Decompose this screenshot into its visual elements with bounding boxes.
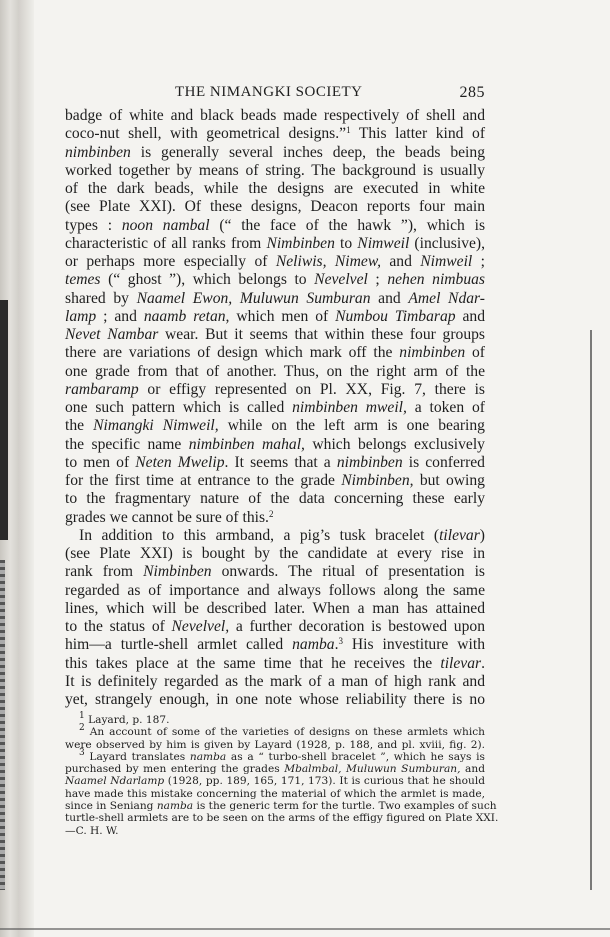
text-line	[65, 271, 485, 289]
text-line	[65, 144, 485, 162]
italic-term: Naamel Ndarlamp	[65, 775, 165, 788]
text-run: the specific name	[65, 435, 189, 453]
text-line	[65, 472, 485, 490]
text-line	[65, 217, 485, 235]
italic-term: nimbinben	[65, 143, 131, 161]
footnote-line	[65, 711, 485, 726]
text-line	[65, 180, 485, 198]
text-line	[65, 344, 485, 362]
italic-term: Amel Ndar-	[408, 289, 485, 307]
text-line	[65, 326, 485, 344]
text-run: rank from	[65, 563, 144, 581]
italic-term: Nimbinben	[143, 563, 212, 581]
text-run: . It seems that a	[224, 453, 337, 471]
text-line	[65, 563, 485, 581]
italic-term: temes	[65, 271, 101, 289]
text-run: a further decoration is bestowed upon	[229, 618, 485, 635]
italic-term: Nimbinben,	[341, 472, 414, 489]
italic-term: nimbinben mweil,	[292, 399, 407, 416]
footnote-line	[65, 747, 485, 763]
text-line	[65, 582, 485, 600]
text-line	[65, 125, 485, 143]
italic-term: nehen nimbuas	[387, 271, 485, 289]
text-line	[65, 290, 485, 308]
text-run: and	[455, 307, 486, 325]
italic-term: Nimweil	[420, 253, 473, 270]
italic-term: rambaramp	[65, 380, 139, 398]
text-run: purchased by men entering the grades	[65, 763, 285, 776]
italic-term: Mbalmbal, Muluwun Sumburan,	[284, 763, 461, 776]
italic-term: Numbou Timbarap	[335, 307, 456, 325]
text-run: onwards. The ritual of presentation is	[211, 563, 485, 581]
italic-term: nimbinben	[399, 344, 466, 362]
italic-term: lamp	[65, 307, 97, 325]
text-run: In addition to this armband, a pig’s tusk bracelet (	[79, 526, 440, 544]
text-run: —C. H. W.	[65, 824, 119, 837]
footnote-marker: 2	[268, 508, 274, 519]
text-run: is generally several inches deep, the beads being	[130, 143, 485, 161]
text-line	[65, 454, 485, 472]
text-run: .	[481, 654, 485, 672]
text-run: Layard translates	[84, 750, 190, 763]
footnote-line	[65, 775, 485, 787]
text-run: of the dark beads, while the designs are executed in white	[65, 180, 485, 197]
page-bottom-edge	[0, 928, 610, 930]
italic-term: Nevet Nambar	[65, 326, 159, 343]
footnote-marker: 1	[346, 125, 351, 136]
text-run: types :	[65, 216, 122, 234]
text-run: coco-nut shell, with geometrical designs.”	[65, 125, 347, 143]
text-run: the	[65, 417, 94, 435]
text-line	[65, 235, 485, 253]
text-line	[65, 253, 485, 271]
text-run: but owing	[413, 472, 485, 489]
text-run: Layard, p. 187.	[84, 714, 170, 726]
body-text	[65, 107, 485, 709]
italic-term: namba	[156, 800, 194, 813]
footnote-line	[65, 739, 485, 751]
text-run: one such pattern which is called	[65, 399, 293, 416]
text-run: )	[479, 526, 485, 544]
text-run: yet, strangely enough, in one note whose reliability there is no	[65, 691, 485, 708]
text-run: one grade from that of another. Thus, on the right arm of the	[65, 362, 485, 380]
text-line	[65, 107, 485, 125]
text-run: or effigy represented on Pl. XX, Fig. 7, there is	[138, 380, 485, 398]
footnote-line	[65, 825, 485, 837]
text-run: (“ the face of the hawk ”), which is	[209, 216, 486, 234]
italic-term: Nimangki Nimweil,	[93, 417, 219, 435]
text-line	[65, 490, 485, 508]
text-run: wear. But it seems that within these four groups	[158, 326, 485, 343]
text-run: An account of some of the varieties of designs on these armlets which	[84, 726, 485, 739]
text-line	[65, 308, 485, 326]
footnote-marker: 3	[338, 636, 343, 647]
page-number: 285	[459, 84, 485, 101]
text-line	[65, 417, 485, 435]
text-line	[65, 600, 485, 618]
footnote-line	[65, 788, 485, 800]
italic-term: Nimweil	[357, 234, 410, 252]
text-run: since in Seniang	[65, 800, 157, 813]
text-run: and	[380, 253, 421, 270]
footnote-marker: 1	[79, 711, 85, 721]
footnote-line	[65, 800, 497, 813]
text-line	[65, 399, 485, 417]
text-run: This latter kind of	[350, 125, 486, 143]
text-run: lines, which will be described later. When a man has attained	[65, 599, 485, 617]
text-run: ; and	[96, 307, 144, 325]
text-run: (1928, pp. 189, 165, 171, 173). It is curious that he should	[164, 775, 485, 788]
page-edge-line	[590, 330, 592, 890]
text-run: there are variations of design which mark off the	[65, 344, 400, 362]
running-title: THE NIMANGKI SOCIETY	[175, 84, 363, 100]
text-run: of	[465, 344, 485, 362]
italic-term: nimbinben mahal,	[188, 435, 305, 453]
text-run: worked together by means of string. The background is usually	[65, 161, 485, 179]
text-line	[65, 162, 485, 180]
text-run: (inclusive),	[409, 234, 485, 252]
text-line	[65, 545, 485, 563]
text-run: His investiture with	[342, 636, 485, 654]
text-run: to the status of	[65, 618, 172, 635]
text-line	[65, 509, 485, 527]
text-run: grades we cannot be sure of this.	[65, 508, 269, 526]
text-run: him—a turtle-shell armlet called	[65, 636, 293, 654]
italic-term: naamb retan,	[143, 307, 230, 325]
text-run: ;	[472, 253, 485, 270]
text-line	[65, 636, 485, 654]
text-run: .	[334, 636, 339, 654]
italic-term: namba	[292, 636, 335, 654]
italic-term: Nevelvel,	[171, 618, 230, 635]
footnote-marker: 3	[79, 747, 85, 758]
italic-term: nimbinben	[336, 453, 403, 471]
italic-term: Nevelvel	[314, 271, 368, 289]
italic-term: Naamel Ewon, Muluwun Sumburan	[136, 289, 371, 307]
italic-term: Neliwis, Nimew,	[275, 253, 381, 270]
text-run: while on the left arm is one bearing	[218, 417, 485, 435]
text-run: turtle-shell armlets are to be seen on the arms of the effigy figured on Plate XXI.	[65, 812, 499, 825]
text-line	[65, 363, 485, 381]
footnote-line	[65, 723, 485, 739]
italic-term: tilevar	[440, 654, 482, 672]
text-line	[65, 198, 485, 216]
text-run: as a “ turbo-shell bracelet ”, which he says is	[226, 750, 485, 763]
text-run: which belongs exclusively	[304, 435, 485, 453]
text-line	[65, 436, 485, 454]
text-run: regarded as of importance and always follows along the same	[65, 581, 485, 599]
text-run: were observed by him is given by Layard (1928, p. 188, and pl. xviii, fig. 2).	[65, 738, 485, 751]
italic-term: Nimbinben	[266, 234, 335, 252]
text-line	[65, 691, 485, 709]
text-run: ;	[367, 271, 388, 289]
text-run: have made this mistake concerning the material of which the armlet is made,	[65, 787, 485, 800]
footnotes	[65, 711, 499, 837]
text-line	[65, 673, 485, 691]
footnote-line	[65, 763, 485, 775]
book-binding-edge	[0, 0, 34, 937]
text-run: for the first time at entrance to the grade	[65, 472, 342, 489]
text-run: or perhaps more especially of	[65, 253, 276, 270]
text-run: to the fragmentary nature of the data concerning these early	[65, 490, 485, 508]
footnote-marker: 2	[79, 723, 85, 734]
text-run: is conferred	[402, 453, 485, 471]
italic-term: tilevar	[439, 526, 480, 544]
text-run: this takes place at the same time that he receives the	[65, 654, 441, 672]
italic-term: Neten Mwelip	[135, 453, 225, 471]
italic-term: noon nambal	[121, 216, 210, 234]
text-run: and	[370, 289, 409, 307]
text-run: a token of	[406, 399, 485, 416]
text-line	[65, 381, 485, 399]
text-run: (see Plate XXI) is bought by the candidate at every rise in	[65, 545, 485, 562]
text-run: shared by	[65, 289, 137, 307]
text-line	[65, 655, 485, 673]
text-run: badge of white and black beads made respectively of shell and	[65, 107, 485, 124]
text-run: characteristic of all ranks from	[65, 234, 267, 252]
running-header	[65, 84, 485, 104]
text-run: to men of	[65, 453, 136, 471]
footnote-line	[65, 812, 499, 825]
text-line	[65, 618, 485, 636]
text-run: (“ ghost ”), which belongs to	[100, 271, 315, 289]
text-run: to	[334, 234, 358, 252]
text-run: is the generic term for the turtle. Two examples of such	[193, 800, 497, 813]
text-run: and	[460, 763, 485, 776]
text-run: which men of	[229, 307, 336, 325]
text-line	[65, 527, 485, 545]
text-run: It is definitely regarded as the mark of a man of high rank and	[65, 672, 485, 690]
italic-term: namba	[189, 750, 227, 763]
text-run: (see Plate XXI). Of these designs, Deacon reports four main	[65, 198, 485, 216]
